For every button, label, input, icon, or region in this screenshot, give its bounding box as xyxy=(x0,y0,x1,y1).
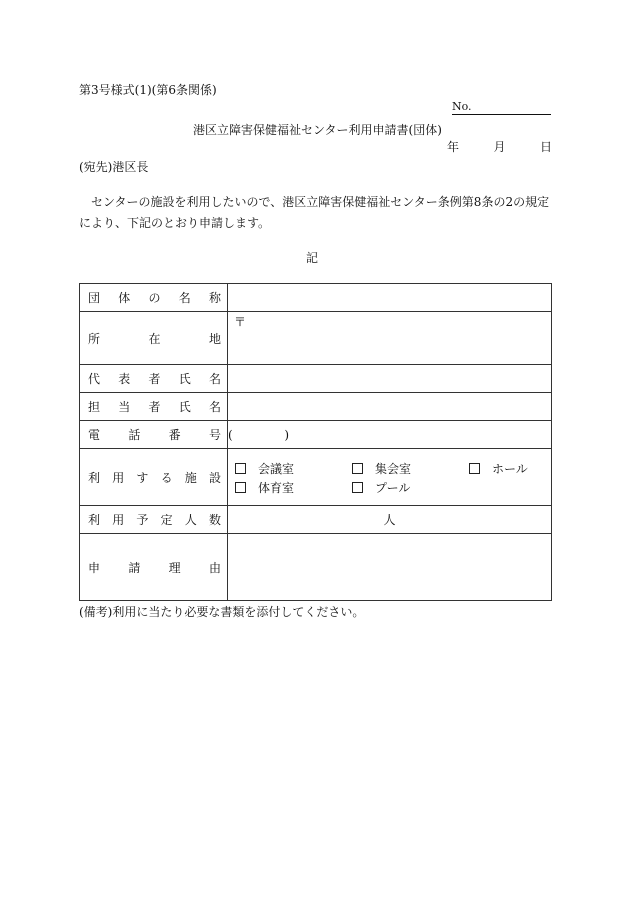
label-char: 氏 xyxy=(178,372,191,386)
facility-option-conference-room[interactable]: 会議室 xyxy=(235,460,352,477)
label-char: 利 xyxy=(88,470,101,485)
checkbox[interactable] xyxy=(352,482,363,493)
label-char: 数 xyxy=(208,513,221,527)
page-title: 港区立障害保健福祉センター利用申請書(団体) xyxy=(193,123,442,137)
label-char: 定 xyxy=(160,513,173,527)
postal-mark: 〒 xyxy=(234,315,247,329)
application-form-table xyxy=(79,283,552,601)
label-char: 予 xyxy=(136,513,149,527)
ki-heading: 記 xyxy=(306,251,319,265)
contact-person-label xyxy=(80,393,228,421)
checkbox[interactable] xyxy=(469,463,480,474)
label-char: 用 xyxy=(112,513,125,527)
day-label: 日 xyxy=(539,140,552,154)
label-char: 代 xyxy=(88,372,101,386)
reason-input[interactable] xyxy=(228,534,552,601)
form-id: 第3号様式(1)(第6条関係) xyxy=(79,83,217,97)
phone-input[interactable] xyxy=(228,421,552,449)
label-char: 電 xyxy=(88,428,101,442)
label-char: 地 xyxy=(208,331,221,346)
phone-open-paren: ( xyxy=(228,427,233,442)
label-char: 設 xyxy=(208,470,221,485)
headcount-label xyxy=(80,506,228,534)
facility-option-pool[interactable]: プール xyxy=(352,479,469,496)
label-char: 担 xyxy=(88,400,101,414)
row-representative xyxy=(80,365,552,393)
reason-label xyxy=(80,534,228,601)
remark-note: (備考)利用に当たり必要な書類を添付してください。 xyxy=(79,605,365,619)
label-char: 当 xyxy=(118,400,131,414)
representative-input[interactable] xyxy=(228,365,552,393)
year-label: 年 xyxy=(447,140,460,154)
label-char: る xyxy=(160,470,173,485)
label-char: 体 xyxy=(118,291,131,305)
row-location xyxy=(80,312,552,365)
label-char: 所 xyxy=(88,331,101,346)
headcount-unit: 人 xyxy=(383,513,396,527)
label-char: 人 xyxy=(184,513,197,527)
facility-option-meeting-hall[interactable]: 集会室 xyxy=(352,460,469,477)
label-char: 称 xyxy=(208,291,221,305)
label-char: 施 xyxy=(184,470,197,485)
phone-label xyxy=(80,421,228,449)
phone-close-paren: ) xyxy=(284,427,290,442)
representative-label xyxy=(80,365,228,393)
label-char: 利 xyxy=(88,513,101,527)
location-input[interactable] xyxy=(228,312,552,365)
body-text: センターの施設を利用したいので、港区立障害保健福祉センター条例第8条の2の規定により、下記のとおり申請します。 xyxy=(79,195,550,230)
month-label: 月 xyxy=(493,140,506,154)
facility-option-gymnasium[interactable]: 体育室 xyxy=(235,479,352,496)
label-char: の xyxy=(148,291,161,305)
label-char: 理 xyxy=(168,560,181,575)
facility-option-hall[interactable]: ホール xyxy=(469,460,559,477)
label-char: す xyxy=(136,470,149,485)
label-char: 氏 xyxy=(178,400,191,414)
addressee: (宛先)港区長 xyxy=(79,160,149,174)
label-char: 話 xyxy=(128,428,141,442)
label-char: 団 xyxy=(88,291,101,305)
group-name-label xyxy=(80,284,228,312)
row-reason xyxy=(80,534,552,601)
label-char: 在 xyxy=(148,331,161,346)
label-char: 名 xyxy=(178,291,191,305)
number-label: No. xyxy=(452,100,472,113)
application-number-field[interactable] xyxy=(452,100,551,115)
label-char: 名 xyxy=(208,372,221,386)
checkbox[interactable] xyxy=(235,463,246,474)
group-name-input[interactable] xyxy=(228,284,552,312)
facility-label xyxy=(80,449,228,506)
row-phone xyxy=(80,421,552,449)
label-char: 者 xyxy=(148,400,161,414)
label-char: 者 xyxy=(148,372,161,386)
location-label xyxy=(80,312,228,365)
label-char: 表 xyxy=(118,372,131,386)
label-char: 請 xyxy=(128,560,141,575)
headcount-input[interactable] xyxy=(228,506,552,534)
date-field[interactable] xyxy=(447,138,552,155)
label-char: 用 xyxy=(112,470,125,485)
label-char: 番 xyxy=(168,428,181,442)
facility-options xyxy=(228,449,552,506)
checkbox[interactable] xyxy=(352,463,363,474)
label-char: 由 xyxy=(208,560,221,575)
checkbox[interactable] xyxy=(235,482,246,493)
contact-person-input[interactable] xyxy=(228,393,552,421)
row-group-name xyxy=(80,284,552,312)
row-facility xyxy=(80,449,552,506)
row-contact-person xyxy=(80,393,552,421)
label-char: 号 xyxy=(208,428,221,442)
row-headcount xyxy=(80,506,552,534)
label-char: 名 xyxy=(208,400,221,414)
label-char: 申 xyxy=(88,560,101,575)
